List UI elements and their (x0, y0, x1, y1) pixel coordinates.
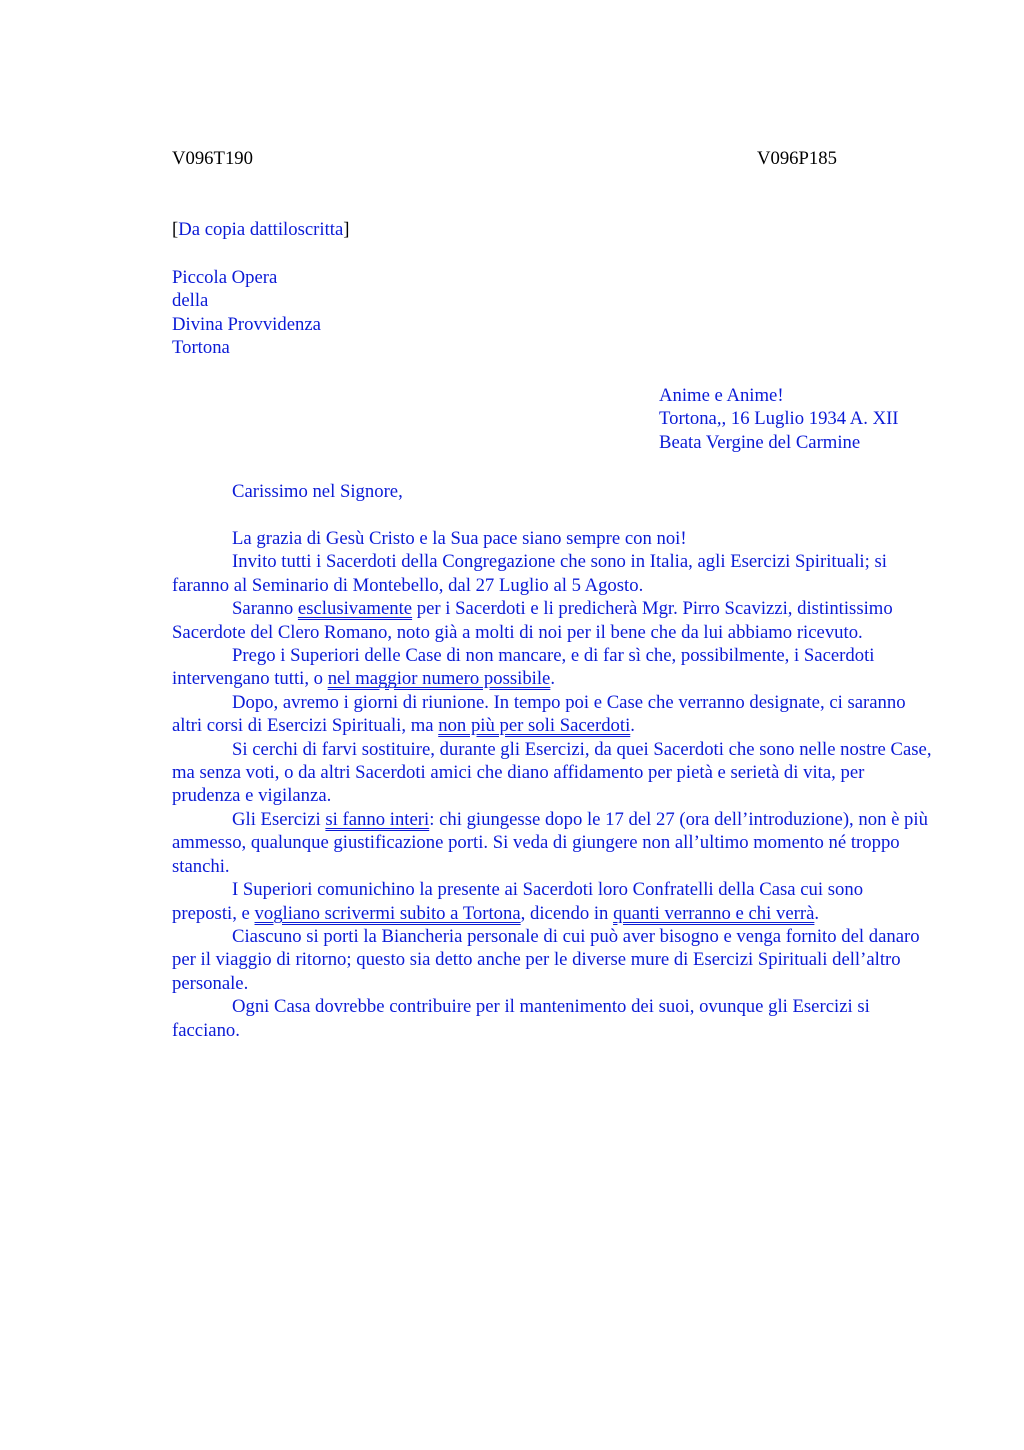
paragraph-text: . (630, 715, 635, 737)
letterhead-line: della (172, 290, 209, 312)
open-bracket: [ (172, 219, 179, 240)
paragraph-text: , dicendo in (520, 902, 614, 924)
paragraph (172, 597, 932, 644)
paragraph (172, 808, 932, 878)
paragraph-text: : chi giungesse dopo le 17 del 27 (ora dell’introduzione), non è più ammesso, qualunque giustificazione porti. Si veda di giungere non all’ultimo momento né troppo stanchi. (172, 808, 928, 877)
paragraph-text: Saranno (232, 598, 298, 620)
paragraph-text: per i Sacerdoti e li predicherà Mgr. Pirro Scavizzi, distintissimo Sacerdote del Clero Romano, noto già a molti di noi per il bene che da lui abbiamo ricevuto. (172, 598, 893, 643)
letterhead-line: Tortona (172, 337, 230, 359)
paragraph-text: I Superiori comunichino la presente ai Sacerdoti loro Confratelli della Casa cui sono preposti, e (172, 879, 864, 924)
paragraph-text: Gli Esercizi (232, 808, 326, 830)
underlined-text: non più per soli Sacerdoti (438, 715, 631, 737)
paragraph-text: . (814, 902, 820, 924)
source-note-text: Da copia dattiloscritta (178, 219, 344, 240)
dateline-date: Tortona,, 16 Luglio 1934 A. XII (659, 408, 899, 430)
paragraph: Ciascuno si porti la Biancheria personale di cui può aver bisogno e venga fornito del danaro per il viaggio di ritorno; questo sia detto anche per le diverse mure di Esercizi Spirituali dell’altro personale. (172, 925, 920, 994)
document-code-right: V096P185 (757, 148, 837, 169)
underlined-text: si fanno interi (325, 808, 430, 830)
source-note (172, 218, 932, 241)
underlined-text: esclusivamente (297, 598, 413, 620)
document-code-left: V096T190 (172, 148, 253, 169)
salutation: Carissimo nel Signore, (232, 481, 403, 502)
underlined-text: nel maggior numero possibile (327, 668, 551, 690)
paragraph (172, 878, 932, 925)
letter-body (172, 527, 932, 1042)
dateline-feast: Beata Vergine del Carmine (659, 431, 861, 453)
dateline (659, 384, 959, 454)
paragraph: Invito tutti i Sacerdoti della Congregazione che sono in Italia, agli Esercizi Spirituali; si faranno al Seminario di Montebello, dal 27 Luglio al 5 Agosto. (172, 551, 887, 596)
letterhead (172, 266, 932, 360)
paragraph (172, 644, 932, 691)
paragraph: Ogni Casa dovrebbe contribuire per il mantenimento dei suoi, ovunque gli Esercizi si facciano. (172, 996, 870, 1041)
paragraph: Si cerchi di farvi sostituire, durante gli Esercizi, da quei Sacerdoti che sono nelle nostre Case, ma senza voti, o da altri Sacerdoti amici che diano affidamento per pietà e serietà di vita, per prudenza e vigilanza. (172, 738, 932, 807)
letterhead-line: Piccola Opera (172, 267, 278, 288)
paragraph-text: Dopo, avremo i giorni di riunione. In tempo poi e Case che verranno designate, ci saranno altri corsi di Esercizi Spirituali, ma (172, 691, 906, 737)
letterhead-line: Divina Provvidenza (172, 313, 321, 335)
paragraph-text: . (550, 668, 556, 690)
paragraph: La grazia di Gesù Cristo e la Sua pace siano sempre con noi! (232, 528, 687, 549)
paragraph (172, 691, 932, 738)
paragraph-text: Prego i Superiori delle Case di non mancare, e di far sì che, possibilmente, i Sacerdoti intervengano tutti, o (172, 645, 875, 690)
underlined-text: vogliano scrivermi subito a Tortona (254, 902, 521, 924)
underlined-text: quanti verranno e chi verrà (613, 902, 815, 924)
close-bracket: ] (343, 219, 350, 240)
dateline-motto: Anime e Anime! (659, 385, 784, 406)
